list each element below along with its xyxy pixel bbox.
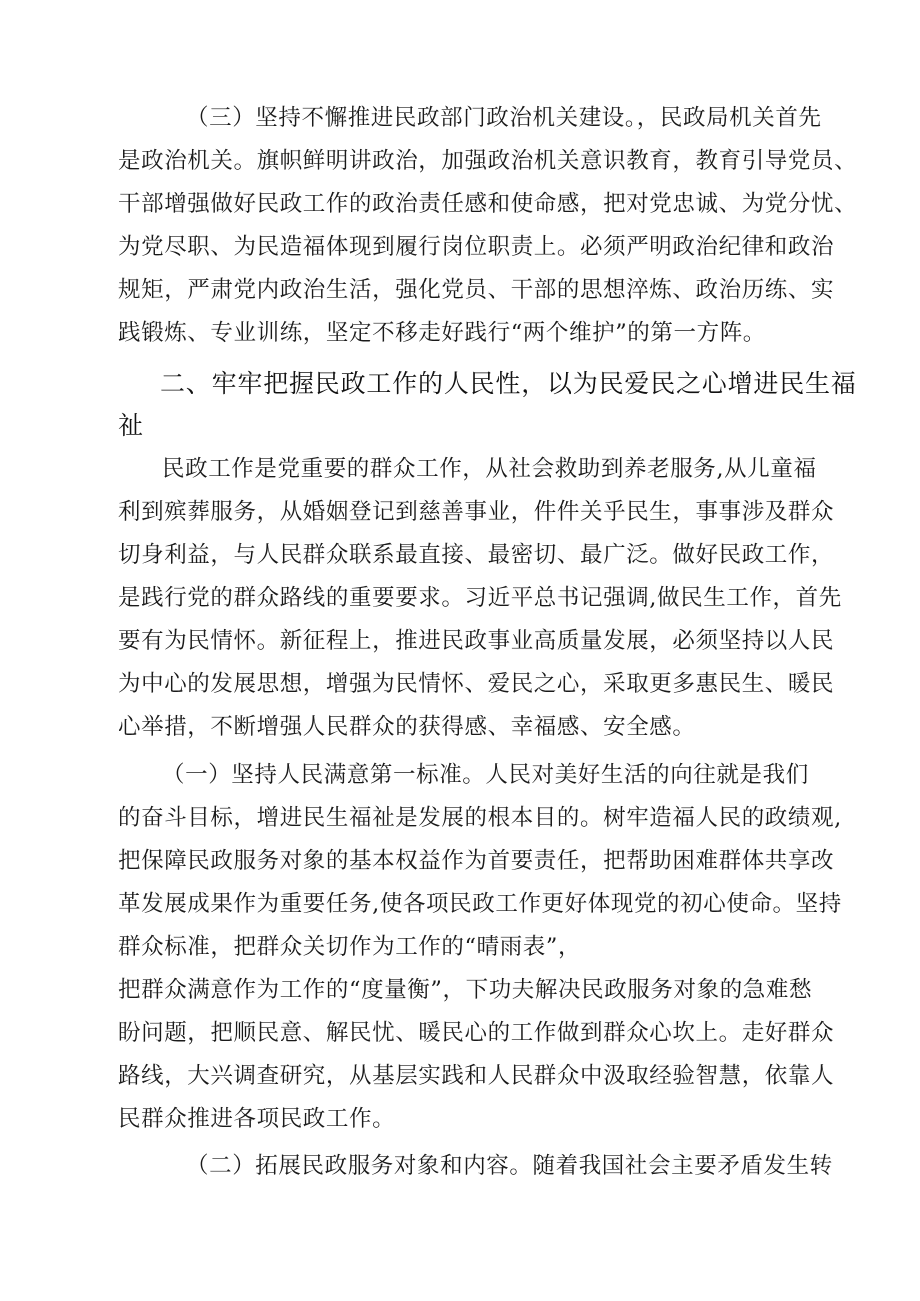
intro-line-6: 为中心的发展思想，增强为民情怀、爱民之心，采取更多惠民生、暖民 (118, 671, 835, 697)
sub-1-line-5: 群众标准，把群众关切作为工作的“晴雨表”， (118, 934, 582, 960)
section-3-line-2: 是政治机关。旗帜鲜明讲政治，加强政治机关意识教育，教育引导党员、 (118, 148, 858, 174)
sub-1-line-3: 把保障民政服务对象的基本权益作为首要责任，把帮助困难群体共享改 (118, 848, 835, 874)
intro-line-7: 心举措，不断增强人民群众的获得感、幸福感、安全感。 (118, 714, 696, 740)
section-heading-line-2: 祉 (118, 411, 144, 440)
section-3-line-5: 规矩，严肃党内政治生活，强化党员、干部的思想淬炼、政治历练、实 (118, 277, 835, 303)
sub-1-line-6: 把群众满意作为工作的“度量衡”，下功夫解决民政服务对象的急难愁 (118, 977, 813, 1003)
intro-line-1: 民政工作是党重要的群众工作，从社会救助到养老服务,从儿童福 (162, 456, 817, 482)
intro-line-5: 要有为民情怀。新征程上，推进民政事业高质量发展，必须坚持以人民 (118, 628, 835, 654)
sub-1-line-7: 盼问题，把顺民意、解民忧、暖民心的工作做到群众心坎上。走好群众 (118, 1020, 835, 1046)
sub-1-line-4: 革发展成果作为重要任务,使各项民政工作更好体现党的初心使命。坚持 (118, 891, 842, 917)
sub-1-line-9: 民群众推进各项民政工作。 (118, 1106, 396, 1132)
section-3-line-3: 干部增强做好民政工作的政治责任感和使命感，把对党忠诚、为党分忧、 (118, 191, 858, 217)
section-3-line-4: 为党尽职、为民造福体现到履行岗位职责上。必须严明政治纪律和政治 (118, 234, 835, 260)
intro-line-2: 利到殡葬服务，从婚姻登记到慈善事业，件件关乎民生，事事涉及群众 (118, 499, 835, 525)
intro-line-3: 切身利益，与人民群众联系最直接、最密切、最广泛。做好民政工作， (118, 542, 835, 568)
section-heading-line-1: 二、牢牢把握民政工作的人民性，以为民爱民之心增进民生福 (160, 369, 857, 398)
sub-2-line-1: （二）拓展民政服务对象和内容。随着我国社会主要矛盾发生转 (186, 1153, 833, 1179)
sub-1-line-8: 路线，大兴调查研究，从基层实践和人民群众中汲取经验智慧，依靠人 (118, 1063, 835, 1089)
intro-line-4: 是践行党的群众路线的重要要求。习近平总书记强调,做民生工作，首先 (118, 585, 842, 611)
sub-1-line-1: （一）坚持人民满意第一标准。人民对美好生活的向往就是我们 (162, 762, 809, 788)
sub-1-line-2: 的奋斗目标，增进民生福祉是发展的根本目的。树牢造福人民的政绩观, (118, 805, 842, 831)
section-3-line-1: （三）坚持不懈推进民政部门政治机关建设。，民政局机关首先 (186, 105, 822, 131)
section-3-line-6: 践锻炼、专业训练，坚定不移走好践行“两个维护”的第一方阵。 (118, 320, 766, 346)
